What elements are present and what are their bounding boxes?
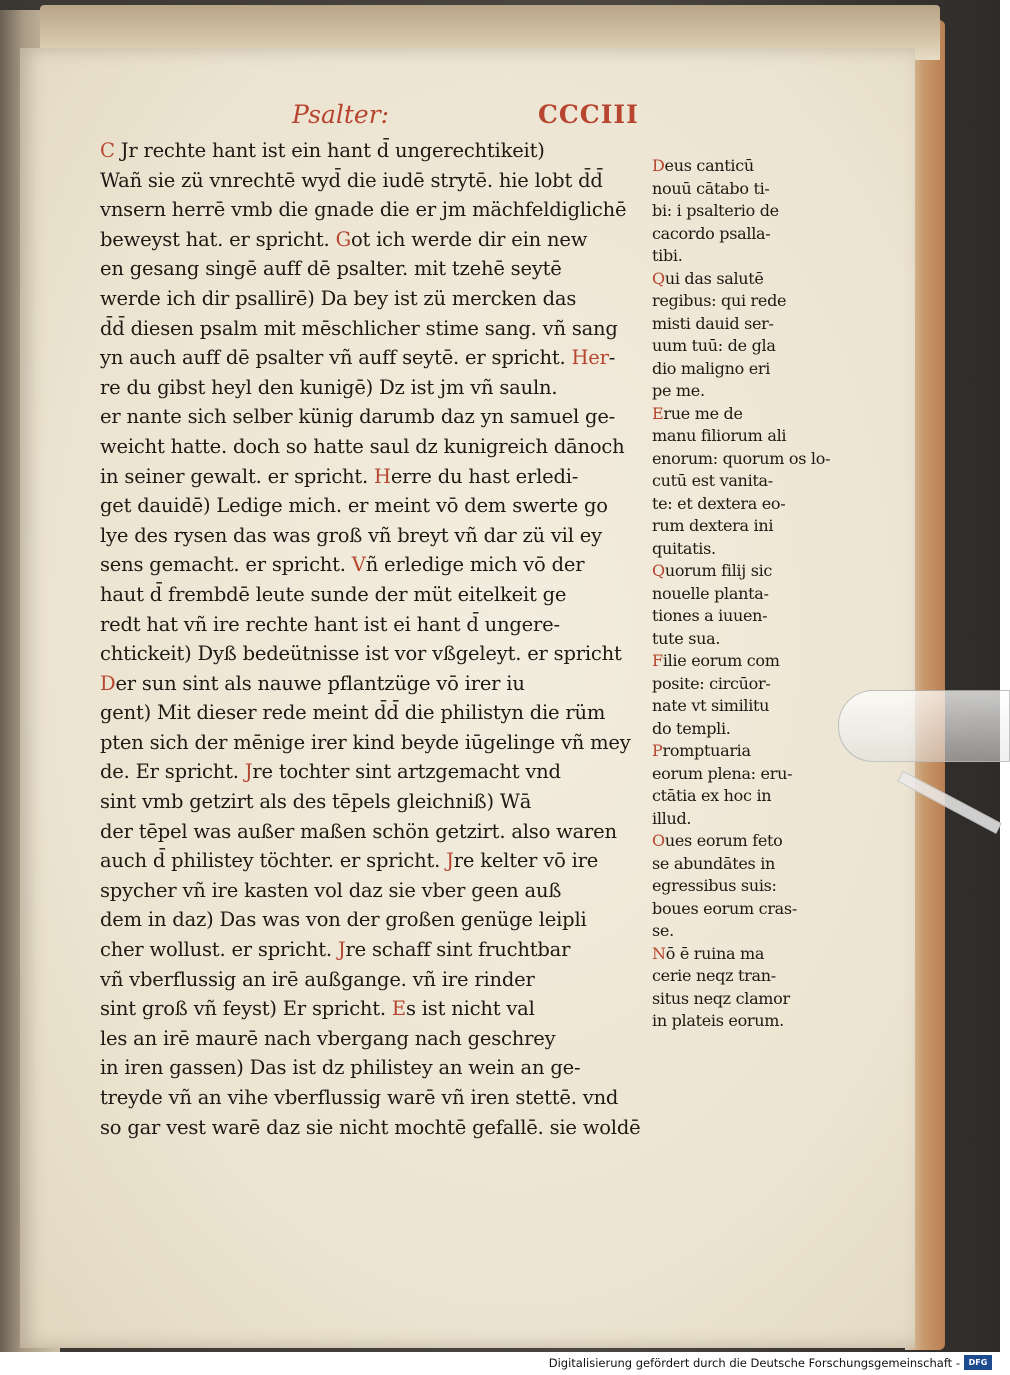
main-text-column: [100, 136, 641, 1142]
gloss-text: eus canticū: [664, 156, 754, 175]
main-text-line: [100, 728, 636, 758]
line-text: gent) Mit dieser rede meint d̄d̄ die philistyn die rüm: [100, 701, 606, 725]
line-text: werde ich dir psallirē) Da bey ist zü mercken das: [100, 286, 577, 310]
line-text: lye des rysen das was groß vñ breyt vñ dar zü vil ey: [100, 523, 602, 547]
line-text: les an irē maurē nach vbergang nach geschrey: [100, 1026, 556, 1050]
gloss-line: [652, 695, 802, 718]
gloss-line: [652, 335, 802, 358]
line-text: re tochter sint artzgemacht vnd: [252, 760, 561, 784]
main-text-line: [100, 373, 636, 403]
rubric-initial: Her: [571, 346, 609, 370]
rubric-initial: V: [351, 553, 366, 577]
line-text: so gar vest warē daz sie nicht mochtē gefallē. sie woldē: [100, 1115, 641, 1139]
line-text: der tēpel was außer maßen schön getzirt. also waren: [100, 819, 617, 843]
line-text: Wañ sie zü vnrechtē wyd̄ die iudē strytē. hie lobt d̄d̄: [100, 168, 603, 192]
gloss-text: eorum plena: eru-: [652, 763, 793, 783]
gloss-rubric-initial: E: [652, 403, 664, 423]
gloss-line: [652, 920, 802, 943]
gloss-text: pe me.: [652, 381, 705, 400]
gloss-line: [652, 988, 802, 1011]
main-text-line: [100, 876, 636, 906]
main-text-line: [100, 639, 636, 669]
line-text: en gesang singē auff dē psalter. mit tzehē seytē: [100, 257, 562, 281]
main-text-line: [100, 965, 636, 995]
line-text: re schaff sint fruchtbar: [345, 938, 571, 962]
main-text-line: [100, 521, 636, 551]
line-text: -: [608, 346, 616, 370]
main-text-line: [100, 225, 636, 255]
main-text-line: [100, 166, 636, 196]
gloss-rubric-initial: F: [652, 651, 663, 670]
gloss-text: cerie neqz tran-: [652, 966, 776, 985]
gloss-text: te: et dextera eo-: [652, 493, 786, 513]
gloss-rubric-initial: Q: [652, 268, 665, 288]
gloss-text: ō ē ruina ma: [665, 943, 765, 963]
main-text-line: [100, 1113, 641, 1143]
line-text: vnsern herrē vmb die gnade die er jm mächfeldiglichē: [100, 198, 627, 222]
main-text-line: [100, 195, 636, 225]
running-title: Psalter:: [292, 100, 390, 129]
gloss-text: illud.: [652, 808, 692, 828]
gloss-text: nouelle planta-: [652, 583, 769, 603]
line-text: treyde vñ an vihe vberflussig warē vñ iren stettē. vnd: [100, 1086, 619, 1109]
gloss-line: [652, 650, 802, 673]
line-text: yn auch auff dē psalter vñ auff seytē. er spricht.: [100, 346, 572, 370]
gloss-text: se abundātes in: [652, 853, 776, 873]
gloss-text: nate vt similitu: [652, 696, 770, 715]
main-text-line: [100, 432, 636, 462]
gloss-line: [652, 470, 802, 493]
gloss-text: situs neqz clamor: [652, 988, 790, 1008]
main-text-line: [100, 284, 636, 314]
line-text: redt hat vñ ire rechte hant ist ei hant d̄ ungere-: [100, 612, 560, 636]
line-text: re kelter vō ire: [453, 849, 599, 873]
gloss-text: bi: i psalterio de: [652, 201, 779, 220]
gloss-text: manu filiorum ali: [652, 426, 787, 445]
gloss-line: [652, 448, 831, 471]
gloss-line: [652, 853, 802, 876]
gloss-line: [652, 830, 802, 853]
line-text: sint vmb getzirt als des tēpels gleichniß) Wā: [100, 790, 532, 814]
line-text: er nante sich selber künig darumb daz yn samuel ge-: [100, 405, 616, 429]
main-text-line: [100, 994, 636, 1024]
line-text: haut d̄ frembdē leute sunde der müt eitelkeit ge: [100, 582, 567, 606]
gloss-text: cacordo psalla-: [652, 223, 771, 243]
footer-bar: [0, 1352, 1000, 1375]
line-text: pten sich der mēnige irer kind beyde iūgelinge vñ mey: [100, 730, 631, 754]
main-text-line: [100, 1083, 636, 1113]
gloss-line: [652, 785, 802, 808]
page-header: [0, 100, 1000, 140]
gloss-rubric-initial: N: [652, 943, 666, 963]
gloss-line: [652, 268, 802, 291]
line-text: cher wollust. er spricht.: [100, 938, 338, 962]
gloss-text: quitatis.: [652, 538, 716, 558]
line-text: s ist nicht val: [405, 997, 535, 1021]
gloss-text: tiones a iuuen-: [652, 606, 768, 625]
line-text: de. Er spricht.: [100, 760, 245, 784]
digitization-credit: Digitalisierung gefördert durch die Deutsche Forschungsgemeinschaft -: [548, 1356, 960, 1370]
dfg-logo: DFG: [964, 1355, 992, 1370]
line-text: sint groß vñ feyst) Er spricht.: [100, 997, 392, 1021]
line-text: ñ erledige mich vō der: [365, 553, 585, 577]
gloss-text: se.: [652, 921, 674, 940]
gloss-text: nouū cātabo ti-: [652, 178, 770, 198]
main-text-line: [100, 1053, 636, 1083]
gloss-line: [652, 493, 802, 516]
line-text: beweyst hat. er spricht.: [100, 227, 336, 251]
main-text-line: [100, 580, 636, 610]
gloss-line: [652, 763, 802, 786]
gloss-line: [652, 560, 802, 583]
main-text-line: [100, 254, 636, 284]
line-text: dem in daz) Das was von der großen genüge leipli: [100, 908, 587, 932]
gloss-line: [652, 200, 802, 223]
rubric-initial: H: [374, 464, 391, 488]
gloss-line: [652, 178, 802, 201]
gloss-text: ues eorum feto: [664, 831, 783, 850]
gloss-line: [652, 605, 802, 628]
line-text: in seiner gewalt. er spricht.: [100, 464, 375, 488]
gloss-text: in plateis eorum.: [652, 1011, 784, 1030]
gloss-rubric-initial: O: [652, 831, 665, 850]
main-text-line: [100, 757, 636, 787]
gloss-text: enorum: quorum os lo-: [652, 448, 831, 468]
gloss-text: egressibus suis:: [652, 876, 777, 895]
gloss-line: [652, 245, 802, 268]
reading-ruler: [838, 690, 1010, 762]
gloss-text: ui das salutē: [664, 268, 764, 288]
main-text-line: [100, 462, 636, 492]
main-text-line: [100, 669, 636, 699]
line-text: auch d̄ philistey töchter. er spricht.: [100, 849, 447, 873]
rubric-initial: J: [337, 938, 346, 962]
gloss-text: boues eorum cras-: [652, 898, 797, 918]
rubric-initial: J: [244, 760, 253, 784]
gloss-line: [652, 965, 802, 988]
latin-gloss-column: [652, 155, 831, 1033]
gloss-text: rue me de: [663, 403, 743, 423]
line-text: sens gemacht. er spricht.: [100, 553, 352, 577]
line-text: er sun sint als nauwe pflantzüge vō irer iu: [115, 671, 525, 695]
line-text: in iren gassen) Das ist dz philistey an wein an ge-: [100, 1056, 581, 1080]
folio-number: CCCIII: [538, 100, 639, 129]
line-text: spycher vñ ire kasten vol daz sie vber geen auß: [100, 878, 562, 902]
gloss-line: [652, 538, 802, 561]
rubric-initial: J: [446, 849, 454, 873]
rubric-initial: E: [391, 997, 406, 1021]
main-text-line: [100, 787, 636, 817]
gloss-line: [652, 290, 802, 313]
gloss-text: rum dextera ini: [652, 516, 774, 535]
gloss-text: do templi.: [652, 718, 731, 738]
gloss-line: [652, 673, 802, 696]
gloss-line: [652, 403, 802, 426]
line-text: get dauidē) Ledige mich. er meint vō dem swerte go: [100, 494, 608, 518]
main-text-line: [100, 491, 636, 521]
rubric-initial: G: [335, 227, 351, 251]
main-text-line: [100, 905, 636, 935]
gloss-text: ilie eorum com: [662, 651, 780, 670]
gloss-text: uorum filij sic: [664, 561, 773, 580]
gloss-line: [652, 628, 802, 651]
gloss-line: [652, 583, 802, 606]
rubric-initial: C: [100, 139, 115, 162]
gloss-text: regibus: qui rede: [652, 291, 787, 310]
main-text-line: [100, 698, 636, 728]
gloss-rubric-initial: P: [652, 741, 663, 760]
line-text: Jr rechte hant ist ein hant d̄ ungerechtikeit): [114, 139, 545, 162]
gloss-line: [652, 1010, 802, 1033]
gloss-line: [652, 358, 802, 381]
main-text-line: [100, 817, 636, 847]
gloss-line: [652, 740, 802, 763]
line-text: chtickeit) Dyß bedeütnisse ist vor vßgeleyt. er spricht: [100, 642, 622, 666]
gloss-line: [652, 223, 802, 246]
line-text: erre du hast erledi-: [390, 464, 579, 488]
gloss-text: dio maligno eri: [652, 358, 771, 378]
gloss-line: [652, 875, 802, 898]
gloss-text: tibi.: [652, 246, 683, 265]
line-text: weicht hatte. doch so hatte saul dz kunigreich dānoch: [100, 434, 625, 458]
gloss-line: [652, 718, 802, 741]
main-text-line: [100, 1024, 636, 1054]
main-text-line: [100, 935, 636, 965]
gloss-text: misti dauid ser-: [652, 313, 774, 333]
line-text: vñ vberflussig an irē außgange. vñ ire rinder: [100, 967, 535, 991]
main-text-line: [100, 343, 636, 373]
main-text-line: [100, 550, 636, 580]
rubric-initial: D: [100, 671, 116, 695]
gloss-text: romptuaria: [662, 741, 751, 760]
gloss-line: [652, 515, 802, 538]
gloss-text: ctātia ex hoc in: [652, 786, 772, 805]
main-text-line: [100, 314, 636, 344]
gloss-rubric-initial: Q: [652, 561, 665, 580]
gloss-text: tute sua.: [652, 628, 721, 648]
gloss-line: [652, 380, 802, 403]
line-text: re du gibst heyl den kunigē) Dz ist jm vñ sauln.: [100, 375, 558, 399]
gloss-line: [652, 155, 802, 178]
main-text-line: [100, 846, 636, 876]
main-text-line: [100, 136, 636, 166]
gloss-text: cutū est vanita-: [652, 471, 773, 490]
gloss-line: [652, 898, 802, 921]
main-text-line: [100, 402, 636, 432]
gloss-line: [652, 313, 802, 336]
line-text: ot ich werde dir ein new: [350, 227, 588, 251]
gloss-rubric-initial: D: [652, 156, 665, 175]
line-text: d̄d̄ diesen psalm mit mēschlicher stime sang. vñ sang: [100, 316, 618, 340]
gloss-line: [652, 808, 802, 831]
gloss-text: uum tuū: de gla: [652, 336, 776, 355]
main-text-line: [100, 610, 636, 640]
gloss-line: [652, 943, 802, 966]
gloss-line: [652, 425, 802, 448]
gloss-text: posite: circūor-: [652, 673, 771, 693]
